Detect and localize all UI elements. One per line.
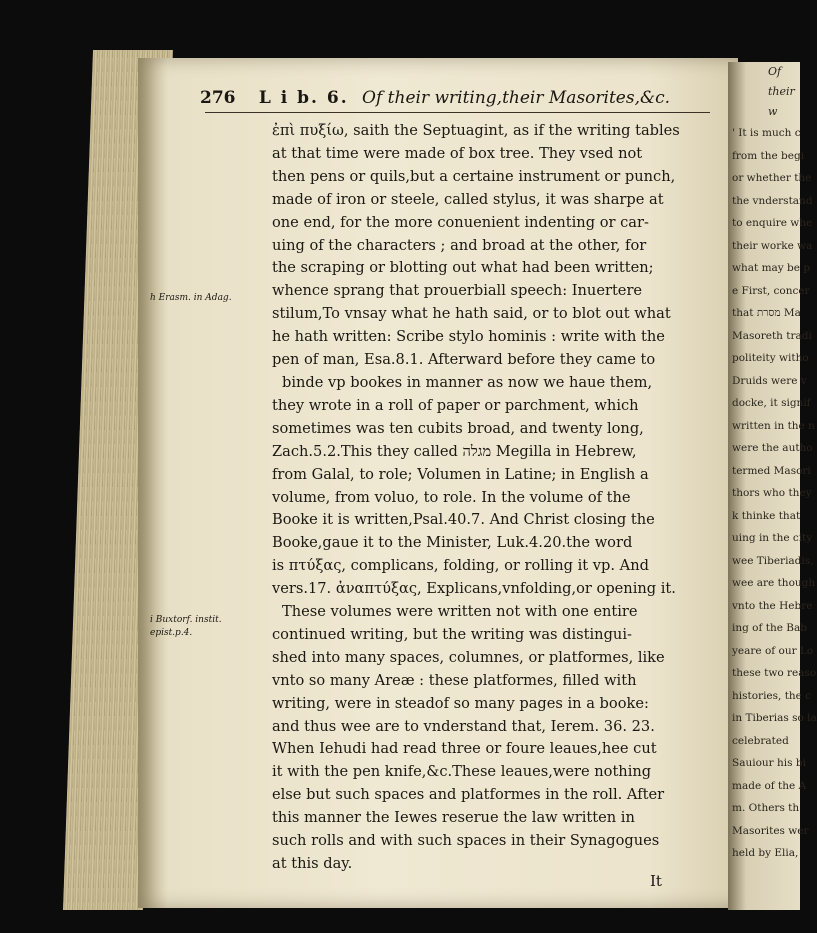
adjacent-page-line: celebrated	[732, 734, 789, 747]
text-line: he hath written: Scribe stylo hominis : write with the	[272, 328, 665, 346]
adjacent-page-line: histories, the c	[732, 689, 812, 702]
text-line: sometimes was ten cubits broad, and twenty long,	[272, 419, 644, 437]
text-line: vnto so many Areæ : these platformes, filled with	[272, 671, 637, 689]
book-number: L i b. 6.	[258, 88, 349, 108]
running-title: Of their writing,their Masorites,&c.	[362, 88, 671, 108]
text-line: vers.17. ἀναπτύξας, Explicans,vnfolding,or opening it.	[272, 580, 676, 598]
adjacent-page-line: in Tiberias so la	[732, 712, 817, 724]
text-line: binde vp bookes in manner as now we haue them,	[282, 373, 653, 391]
adjacent-page-line: k thinke that	[732, 509, 801, 522]
text-line: then pens or quils,but a certaine instrument or punch,	[272, 167, 676, 185]
adjacent-page-line: or whether the	[732, 172, 812, 184]
adjacent-page-line: uing in the city	[732, 532, 813, 544]
margin-note-i-cont: epist.p.4.	[150, 628, 193, 638]
adjacent-page-line: politeity witho	[732, 352, 809, 364]
text-line: they wrote in a roll of paper or parchment, which	[272, 396, 639, 414]
text-line: Booke it is written,Psal.40.7. And Christ closing the	[272, 511, 655, 529]
adjacent-page-line: Sauiour his bi	[732, 757, 806, 769]
text-line: this manner the Iewes reserue the law written in	[272, 809, 635, 827]
adjacent-page-line: ing of the Bab	[732, 622, 807, 634]
adjacent-page-line: what may be p	[732, 262, 811, 274]
text-line: is πτύξας, complicans, folding, or rolling it vp. And	[272, 557, 649, 575]
text-line: Zach.5.2.This they called מגלה Megilla in Hebrew,	[272, 442, 637, 460]
text-line: stilum,To vnsay what he hath said, or to blot out what	[272, 305, 671, 323]
text-line: it with the pen knife,&c.These leaues,were nothing	[272, 763, 652, 781]
adjacent-page-line: from the begi	[732, 149, 805, 162]
adjacent-page-line: the vnderstand	[732, 194, 813, 207]
running-header	[200, 88, 670, 108]
adjacent-page-line: these two reaso	[732, 667, 817, 679]
margin-note-i: i Buxtorf. instit.	[150, 615, 222, 625]
text-line: writing, were in steadof so many pages in a booke:	[272, 694, 649, 712]
text-line: pen of man, Esa.8.1. Afterward before they came to	[272, 351, 656, 369]
text-line: uing of the characters ; and broad at the other, for	[272, 236, 647, 254]
adjacent-page	[728, 62, 817, 910]
adjacent-page-line: yeare of our Lo	[732, 644, 814, 657]
text-line: from Galal, to role; Volumen in Latine; in English a	[272, 465, 649, 483]
text-line: one end, for the more conuenient indenting or car-	[272, 213, 649, 231]
margin-note-h: h Erasm. in Adag.	[150, 293, 232, 303]
text-line: When Iehudi had read three or foure leaues,hee cut	[272, 740, 657, 758]
adjacent-page-line: docke, it signif	[732, 397, 811, 409]
adjacent-page-header: Of their w	[768, 65, 795, 118]
adjacent-page-line: ' It is much c	[732, 127, 801, 139]
adjacent-page-line: were the autho	[732, 442, 813, 454]
text-line: These volumes were written not with one entire	[282, 603, 638, 621]
text-line: volume, from voluo, to role. In the volume of the	[272, 488, 631, 506]
adjacent-page-line: Masoreth tradi	[732, 329, 812, 342]
adjacent-page-line: wee are though	[732, 577, 816, 589]
adjacent-page-line: thors who they	[732, 487, 812, 499]
adjacent-page-line: made of the A	[732, 779, 807, 792]
adjacent-page-line: e First, concer	[732, 284, 810, 297]
body-text	[272, 120, 720, 876]
page-number: 276	[200, 88, 236, 108]
adjacent-page-line: termed Masori	[732, 464, 811, 477]
text-line: made of iron or steele, called stylus, it was sharpe at	[272, 190, 664, 208]
text-line: whence sprang that prouerbiall speech: Inuertere	[272, 282, 643, 300]
adjacent-page-line: Masorites wer	[732, 824, 809, 837]
text-line: and thus wee are to vnderstand that, Ierem. 36. 23.	[272, 717, 655, 735]
adjacent-page-line: held by Elia,	[732, 847, 799, 859]
text-line: at that time were made of box tree. They vsed not	[272, 144, 643, 162]
adjacent-page-text	[728, 122, 817, 865]
adjacent-page-line: wee Tiberiadis,	[732, 554, 814, 567]
text-line: Booke,gaue it to the Minister, Luk.4.20.the word	[272, 534, 633, 552]
adjacent-page-line: to enquire whe	[732, 217, 813, 229]
text-line: else but such spaces and platformes in the roll. After	[272, 786, 665, 804]
text-line: such rolls and with such spaces in their Synagogues	[272, 832, 660, 850]
adjacent-page-line: m. Others th	[732, 802, 800, 814]
adjacent-page-line: Druids were v	[732, 374, 807, 387]
text-line: ἐπὶ πυξίω, saith the Septuagint, as if the writing tables	[272, 122, 680, 139]
text-line: continued writing, but the writing was distingui-	[272, 625, 632, 643]
adjacent-page-line: their worke wa	[732, 239, 813, 252]
text-line: the scraping or blotting out what had been written;	[272, 259, 654, 277]
text-line: shed into many spaces, columnes, or platformes, like	[272, 648, 665, 666]
catchword: It	[650, 872, 662, 890]
adjacent-page-line: vnto the Hebre	[732, 599, 813, 612]
header-rule	[205, 112, 710, 113]
adjacent-page-line: written in the n	[732, 419, 815, 432]
text-line: at this day.	[272, 855, 353, 872]
adjacent-page-line: that מסרת Ma	[732, 307, 801, 319]
